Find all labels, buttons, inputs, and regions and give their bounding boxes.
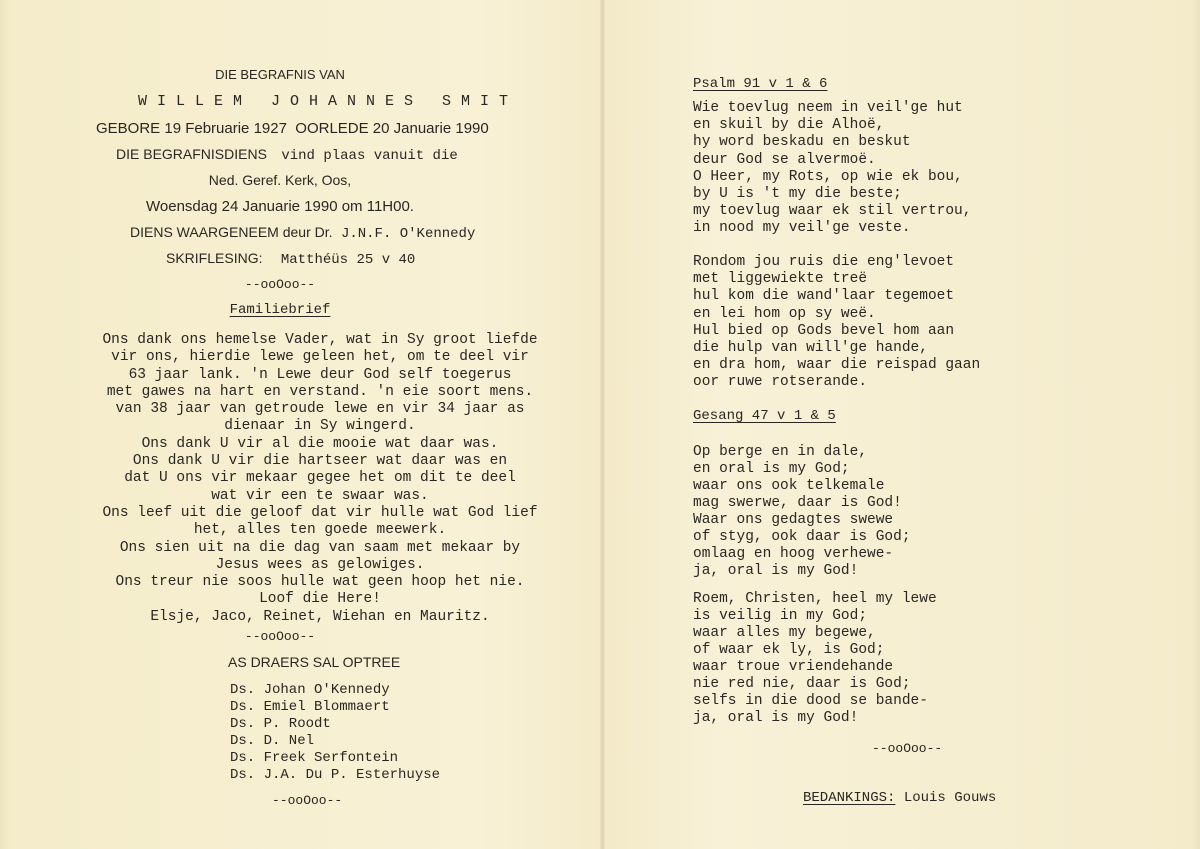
family-letter xyxy=(80,332,560,626)
gesang-line: Waar ons gedagtes swewe xyxy=(693,512,894,528)
bearer-name: Ds. D. Nel xyxy=(230,733,315,749)
psalm-line: en lei hom op sy weë. xyxy=(693,305,876,322)
gesang-line: selfs in die dood se bande- xyxy=(693,693,928,709)
gesang-line: of styg, ook daar is God; xyxy=(693,529,911,545)
bearer-name: Ds. Emiel Blommaert xyxy=(230,699,390,715)
letter-line: Jesus wees as gelowiges. xyxy=(215,556,425,573)
letter-line: Ons dank U vir al die mooie wat daar was. xyxy=(141,435,499,452)
letter-line: Ons dank ons hemelse Vader, wat in Sy groot liefde xyxy=(102,332,538,348)
bearer-name: Ds. P. Roodt xyxy=(230,716,331,732)
letter-line: Ons sien uit na die dag van saam met mekaar by xyxy=(119,539,521,556)
heading: DIE BEGRAFNIS VAN xyxy=(215,67,345,82)
letter-line: Elsje, Jaco, Reinet, Wiehan en Mauritz. xyxy=(150,608,490,625)
reading-text: Matthéüs 25 v 40 xyxy=(280,252,416,268)
letter-line: het, alles ten goede meewerk. xyxy=(193,522,447,539)
psalm-line: hy word beskadu en beskut xyxy=(693,134,911,151)
psalm-stanza-2 xyxy=(693,254,980,392)
divider-mid: --ooOoo-- xyxy=(244,629,316,644)
gesang-title: Gesang 47 v 1 & 5 xyxy=(693,408,836,424)
church: Ned. Geref. Kerk, Oos, xyxy=(208,172,352,188)
letter-line: met gawes na hart en verstand. 'n eie soort mens. xyxy=(106,383,534,400)
gesang-line: ja, oral is my God! xyxy=(693,710,859,726)
psalm-line: Hul bied op Gods bevel hom aan xyxy=(693,322,955,339)
gesang-line: Op berge en in dale, xyxy=(693,444,868,460)
psalm-line: deur God se alvermoë. xyxy=(693,151,876,168)
bearer-name: Ds. J.A. Du P. Esterhuyse xyxy=(230,767,441,783)
officiant-line xyxy=(130,224,475,244)
letter-line: Ons dank U vir die hartseer wat daar was en xyxy=(132,453,508,470)
divider-right: --ooOoo-- xyxy=(872,741,943,756)
letter-line: 63 jaar lank. 'n Lewe deur God self toegerus xyxy=(128,366,512,383)
officiant-name: J.N.F. O'Kennedy xyxy=(340,226,476,242)
gesang-line: Roem, Christen, heel my lewe xyxy=(693,591,937,607)
gesang-stanza-2 xyxy=(693,591,937,727)
gesang-line: waar alles my begewe, xyxy=(693,625,876,641)
bearer-name: Ds. Freek Serfontein xyxy=(230,750,399,766)
service-datetime: Woensdag 24 Januarie 1990 om 11H00. xyxy=(146,198,414,215)
service-label: DIE BEGRAFNISDIENS xyxy=(116,146,267,162)
thanks-name: Louis Gouws xyxy=(903,790,997,806)
psalm-stanza-1 xyxy=(693,100,971,238)
letter-line: vir ons, hierdie lewe geleen het, om te deel vir xyxy=(111,349,529,366)
letter-title: Familiebrief xyxy=(229,302,331,318)
gesang-line: waar ons ook telkemale xyxy=(693,478,885,494)
divider-bottom: --ooOoo-- xyxy=(272,793,343,808)
gesang-line: is veilig in my God; xyxy=(693,608,868,624)
service-line xyxy=(116,146,458,166)
deceased-name: W I L L E M J O H A N N E S S M I T xyxy=(138,93,509,110)
letter-line: dienaar in Sy wingerd. xyxy=(224,418,416,435)
letter-line: Ons leef uit die geloof dat vir hulle wat God lief xyxy=(102,504,538,521)
letter-line: wat vir een te swaar was. xyxy=(211,487,429,504)
gesang-stanza-1 xyxy=(693,444,911,580)
reading-line xyxy=(166,250,415,270)
thanks-line xyxy=(803,790,996,808)
service-text: vind plaas vanuit die xyxy=(281,148,458,164)
center-fold xyxy=(600,0,606,849)
bearers-list xyxy=(230,682,440,784)
birth-death-dates: GEBORE 19 Februarie 1927 OORLEDE 20 Januarie 1990 xyxy=(96,120,489,137)
psalm-line: in nood my veil'ge veste. xyxy=(693,220,911,237)
letter-line: Loof die Here! xyxy=(259,591,381,608)
letter-line: van 38 jaar van getroude lewe en vir 34 jaar as xyxy=(115,401,525,418)
psalm-title: Psalm 91 v 1 & 6 xyxy=(693,76,828,92)
psalm-line: by U is 't my die beste; xyxy=(693,186,902,203)
psalm-line: oor ruwe rotserande. xyxy=(693,374,868,391)
gesang-line: ja, oral is my God! xyxy=(693,563,859,579)
psalm-line: en dra hom, waar die reispad gaan xyxy=(693,357,981,374)
gesang-line: en oral is my God; xyxy=(693,461,850,477)
officiant-label: DIENS WAARGENEEM deur Dr. xyxy=(130,224,333,240)
gesang-line: mag swerwe, daar is God! xyxy=(693,495,902,511)
psalm-line: O Heer, my Rots, op wie ek bou, xyxy=(693,168,963,185)
letter-line: dat U ons vir mekaar gegee het om dit te deel xyxy=(124,470,516,487)
psalm-line: en skuil by die Alhoë, xyxy=(693,117,885,134)
gesang-line: waar troue vriendehande xyxy=(693,659,894,675)
psalm-line: Rondom jou ruis die eng'levoet xyxy=(693,254,955,270)
gesang-line: nie red nie, daar is God; xyxy=(693,676,911,692)
divider-top: --ooOoo-- xyxy=(244,277,316,292)
letter-line: Ons treur nie soos hulle wat geen hoop het nie. xyxy=(115,574,525,591)
thanks-label: BEDANKINGS: xyxy=(803,790,896,806)
gesang-line: of waar ek ly, is God; xyxy=(693,642,885,658)
bearer-name: Ds. Johan O'Kennedy xyxy=(230,682,390,698)
psalm-line: die hulp van will'ge hande, xyxy=(693,340,928,357)
reading-label: SKRIFLESING: xyxy=(166,250,263,266)
psalm-line: Wie toevlug neem in veil'ge hut xyxy=(693,100,963,116)
psalm-line: hul kom die wand'laar tegemoet xyxy=(693,288,955,305)
bearers-title: AS DRAERS SAL OPTREE xyxy=(228,654,401,670)
psalm-line: met liggewiekte treë xyxy=(693,271,868,288)
psalm-line: my toevlug waar ek stil vertrou, xyxy=(693,203,972,220)
gesang-line: omlaag en hoog verhewe- xyxy=(693,546,894,562)
